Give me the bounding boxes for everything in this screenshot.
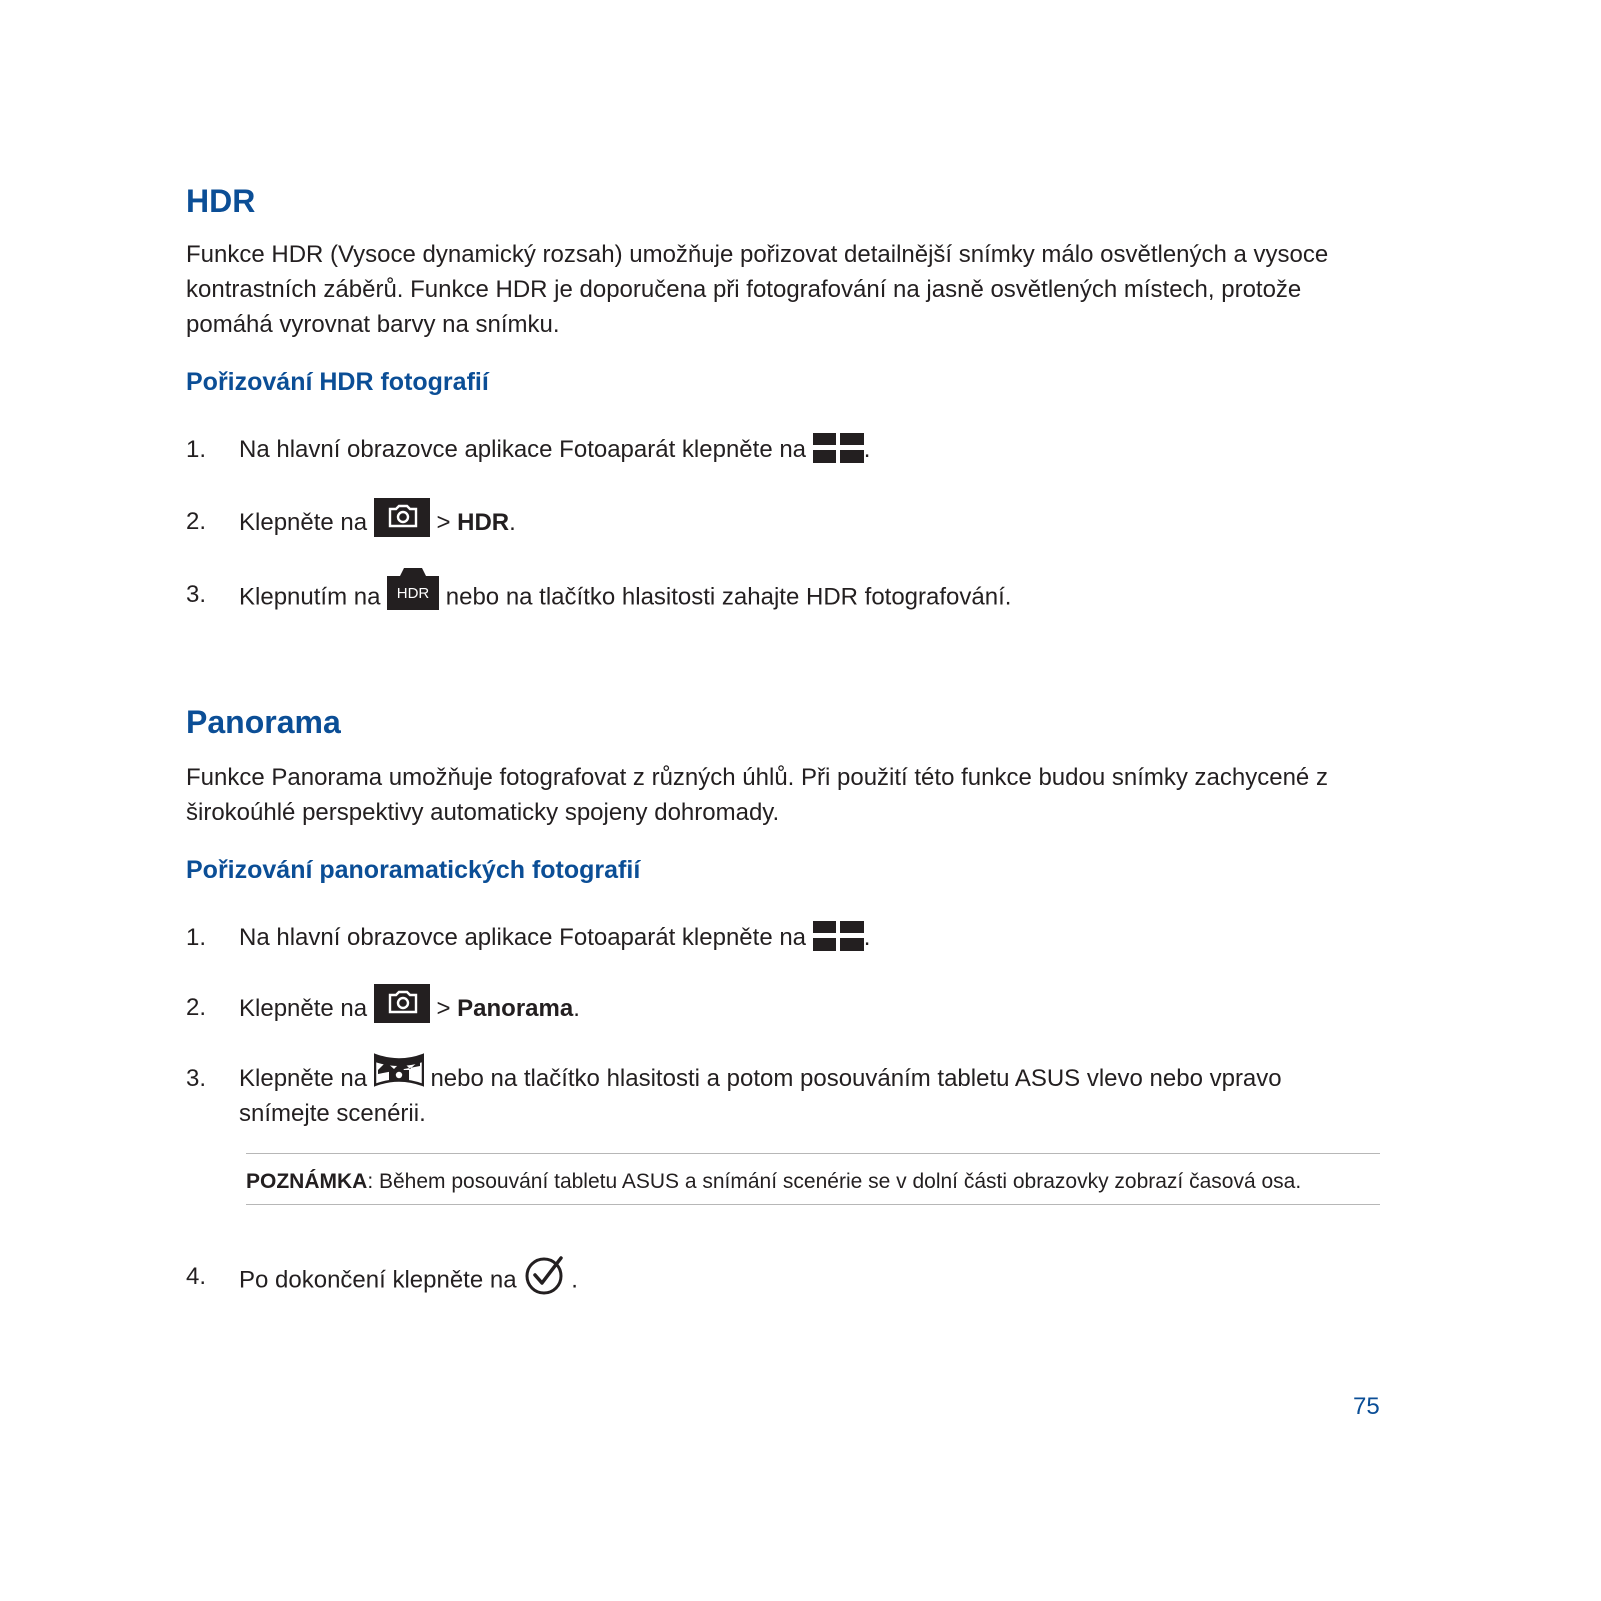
panorama-step-4 (186, 1259, 1286, 1299)
panorama-shutter-icon (374, 1052, 424, 1088)
panorama-step-2 (186, 990, 1286, 1030)
hdr-heading: HDR (186, 183, 256, 219)
step-text-before: Klepněte na (239, 508, 374, 536)
hdr-shutter-icon (387, 568, 439, 610)
hdr-step-2 (186, 504, 1286, 544)
step-text (239, 577, 1011, 619)
step-text-before: Na hlavní obrazovce aplikace Fotoaparát klepněte na (239, 924, 813, 951)
step-option-name: HDR (457, 508, 510, 536)
step-text-after: . (573, 994, 580, 1022)
hdr-intro-line: Funkce HDR (Vysoce dynamický rozsah) umožňuje pořizovat detailnější snímky málo osvětlených a vysoce (186, 241, 1329, 268)
step-text-separator: > (429, 994, 458, 1022)
step-text-before: Klepnutím na (239, 583, 388, 611)
panorama-intro (186, 760, 1401, 830)
note-bottom-rule (246, 1204, 1380, 1205)
hdr-subheading: Pořizování HDR fotografií (186, 368, 489, 396)
grid-menu-icon (813, 921, 864, 951)
note-text: : Během posouvání tabletu ASUS a snímání scenérie se v dolní části obrazovky zobrazí časová osa. (367, 1170, 1302, 1193)
step-text-after: nebo na tlačítko hlasitosti zahajte HDR fotografování. (439, 583, 1012, 611)
panorama-subheading: Pořizování panoramatických fotografií (186, 856, 641, 884)
step-text-before: Na hlavní obrazovce aplikace Fotoaparát klepněte na (239, 436, 813, 463)
step-number: 1. (186, 924, 207, 951)
step-text (239, 990, 580, 1029)
hdr-step-3 (186, 577, 1286, 617)
grid-menu-icon (813, 433, 864, 463)
step-number: 2. (186, 508, 207, 535)
step-text-before: Klepněte na (239, 994, 374, 1022)
step-text-separator: > (429, 508, 458, 536)
step-text-after: nebo na tlačítko hlasitosti a potom posouváním tabletu ASUS vlevo nebo vpravo (423, 1065, 1282, 1092)
camera-mode-icon (374, 498, 430, 537)
step-text-before: Po dokončení klepněte na (239, 1266, 524, 1294)
note-top-rule (246, 1153, 1380, 1154)
step-number: 1. (186, 436, 207, 463)
step-text-after: . (509, 508, 516, 536)
step-text-after: . (571, 1266, 578, 1294)
hdr-intro-line: kontrastních záběrů. Funkce HDR je doporučena při fotografování na jasně osvětlených místech, protože (186, 276, 1302, 303)
step-number: 2. (186, 994, 207, 1021)
check-circle-icon (523, 1253, 571, 1297)
step-number: 3. (186, 1065, 207, 1092)
step-text-after: . (863, 436, 871, 463)
step-text-before: Klepněte na (239, 1065, 374, 1092)
step-number: 3. (186, 581, 207, 608)
hdr-intro-line: pomáhá vyrovnat barvy na snímku. (186, 311, 560, 338)
hdr-step-1 (186, 432, 1286, 472)
panorama-step-1 (186, 920, 1286, 960)
step-text (239, 1259, 578, 1303)
panorama-heading: Panorama (186, 704, 341, 740)
step-number: 4. (186, 1263, 207, 1290)
note (246, 1167, 1301, 1197)
step-text (239, 504, 516, 543)
step-option-name: Panorama (457, 994, 574, 1022)
note-label: POZNÁMKA (246, 1170, 368, 1193)
step-text-after: . (863, 924, 871, 951)
panorama-step-3 (186, 1061, 1376, 1136)
hdr-intro (186, 237, 1401, 342)
camera-mode-icon (374, 984, 430, 1023)
hdr-shutter-icon-label: HDR (396, 585, 430, 602)
page-number: 75 (1353, 1393, 1380, 1420)
step-text-continued: snímejte scenérii. (239, 1100, 426, 1127)
step-text (239, 1061, 1282, 1098)
step-text (239, 920, 870, 955)
step-text (239, 432, 870, 467)
panorama-intro-line: širokoúhlé perspektivy automaticky spojeny dohromady. (186, 799, 780, 826)
panorama-intro-line: Funkce Panorama umožňuje fotografovat z různých úhlů. Při použití této funkce budou snímky zachycené z (186, 764, 1328, 791)
